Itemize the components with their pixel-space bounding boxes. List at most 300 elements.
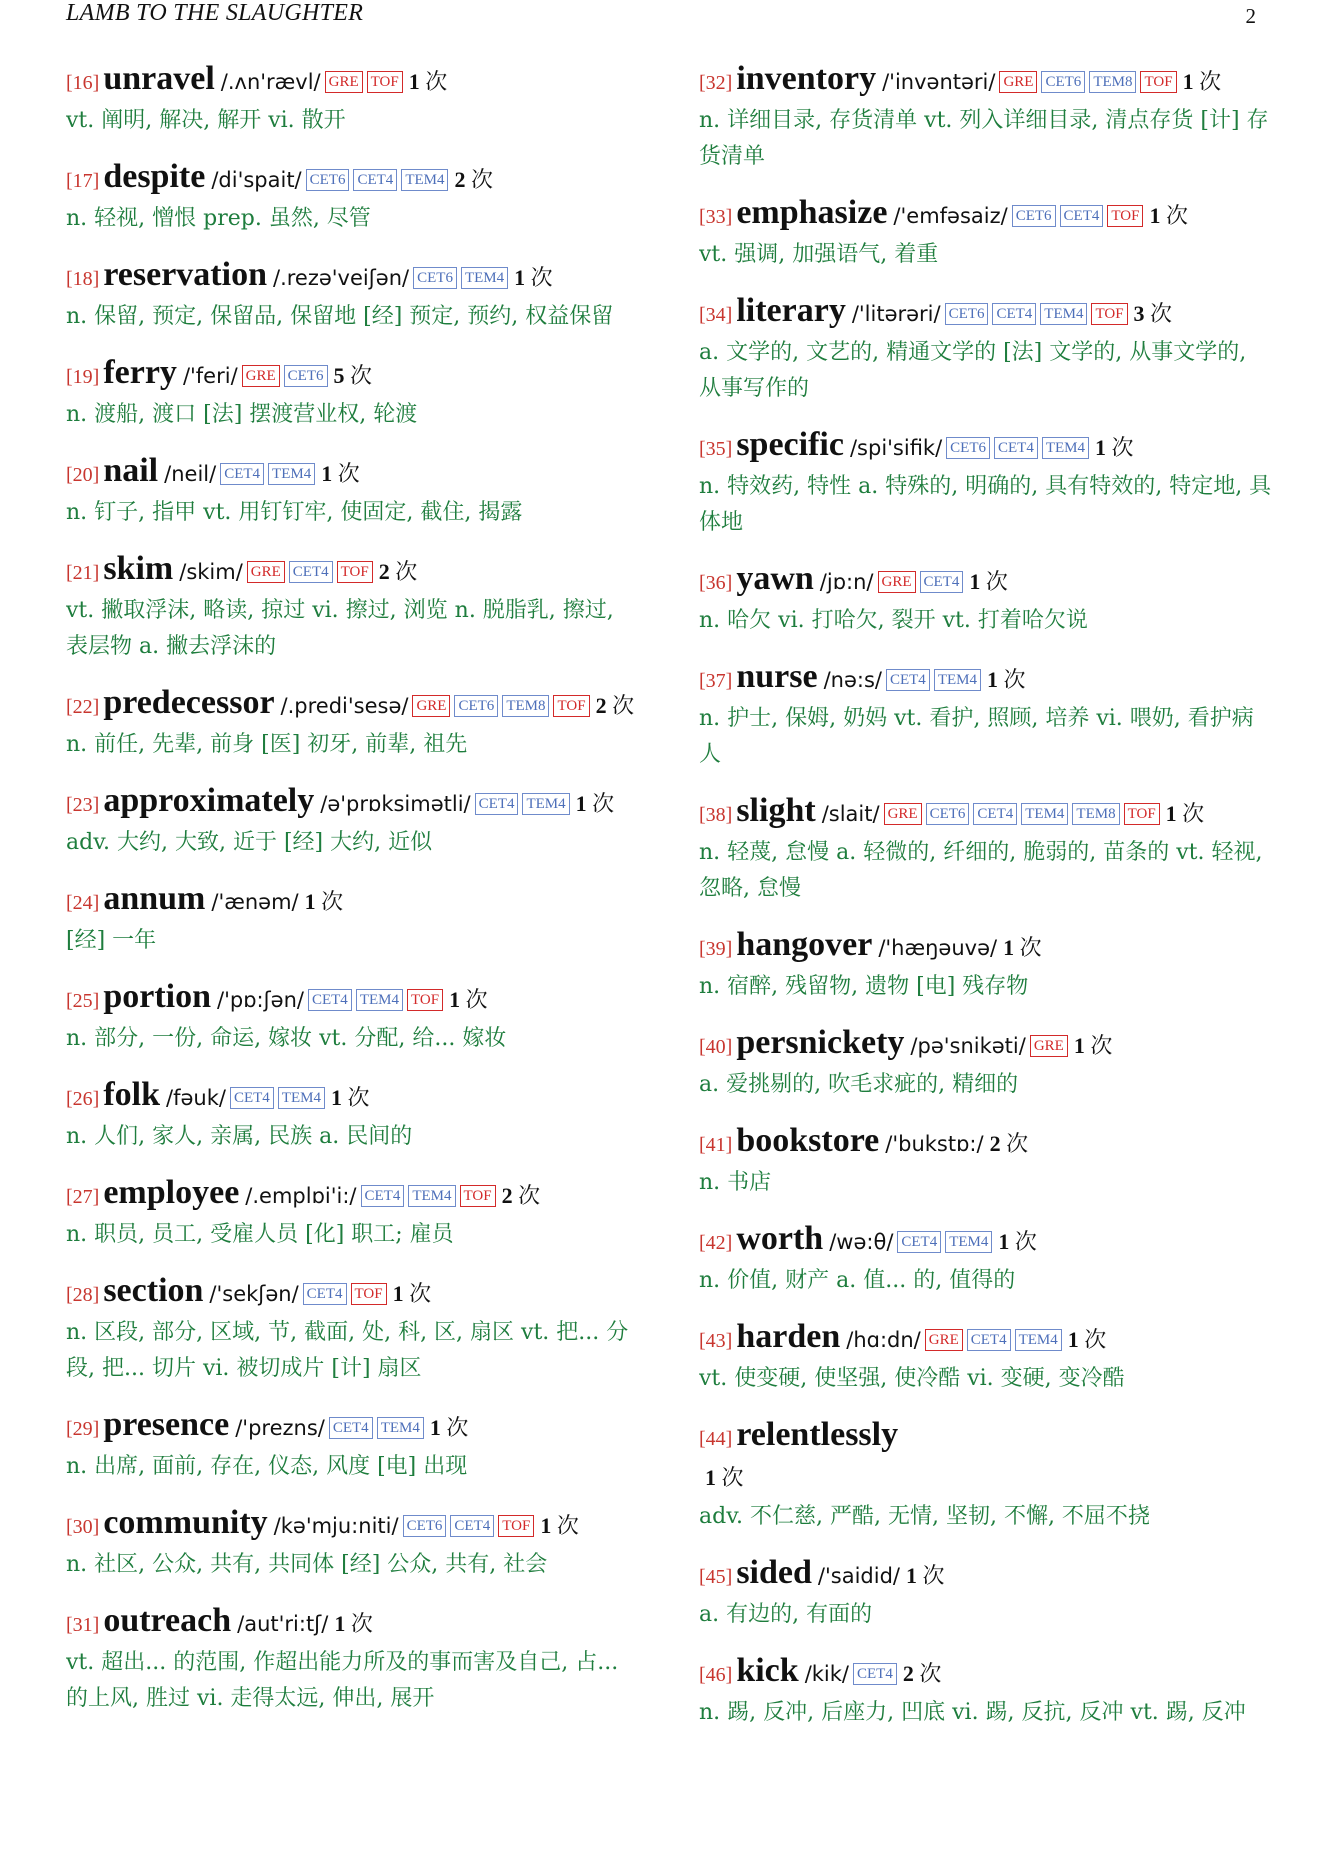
pronunciation: /kə'mju:niti/ bbox=[273, 1514, 399, 1538]
page-header bbox=[66, 0, 1256, 30]
vocab-entry bbox=[66, 550, 640, 665]
exam-tag-tem4: TEM4 bbox=[1042, 437, 1089, 459]
pronunciation: /fəuk/ bbox=[166, 1086, 226, 1110]
exam-tag-tof: TOF bbox=[351, 1283, 387, 1305]
vocab-entry bbox=[66, 256, 640, 335]
vocab-entry bbox=[699, 292, 1273, 407]
headword: community bbox=[103, 1504, 268, 1541]
pronunciation: /pə'snikəti/ bbox=[910, 1034, 1026, 1058]
headword: section bbox=[103, 1272, 204, 1309]
vocab-entry bbox=[66, 60, 640, 139]
entry-index: [29] bbox=[66, 1418, 100, 1440]
headword: sided bbox=[736, 1554, 812, 1591]
exam-tag-cet4: CET4 bbox=[303, 1283, 347, 1305]
entry-index: [21] bbox=[66, 562, 100, 584]
exam-tag-tem4: TEM4 bbox=[1040, 303, 1087, 325]
definition: n. 踢, 反冲, 后座力, 凹底 vi. 踢, 反抗, 反冲 vt. 踢, 反冲 bbox=[699, 1700, 1246, 1725]
frequency-count: 1 bbox=[540, 1513, 552, 1538]
vocab-entry bbox=[699, 1220, 1273, 1299]
exam-tag-tof: TOF bbox=[1091, 303, 1127, 325]
frequency bbox=[1095, 435, 1134, 460]
pronunciation: /'hæŋəuvə/ bbox=[878, 936, 998, 960]
headword-line bbox=[699, 426, 1273, 469]
frequency bbox=[1166, 801, 1205, 826]
exam-tag-tem4: TEM4 bbox=[461, 267, 508, 289]
headword: portion bbox=[103, 978, 212, 1015]
headword: unravel bbox=[103, 60, 215, 97]
exam-tag-cet6: CET6 bbox=[413, 267, 457, 289]
exam-tag-cet4: CET4 bbox=[329, 1417, 373, 1439]
entry-index: [27] bbox=[66, 1186, 100, 1208]
frequency bbox=[906, 1563, 945, 1588]
pronunciation: /'bukstɒ:/ bbox=[885, 1132, 984, 1156]
definition: n. 前任, 先辈, 前身 [医] 初牙, 前辈, 祖先 bbox=[66, 732, 468, 757]
frequency-count: 1 bbox=[321, 461, 333, 486]
vocab-entry bbox=[66, 978, 640, 1057]
headword: specific bbox=[736, 426, 844, 463]
vocab-entry bbox=[699, 426, 1273, 541]
frequency-count: 1 bbox=[449, 987, 461, 1012]
frequency-count: 2 bbox=[378, 559, 390, 584]
headword: emphasize bbox=[736, 194, 888, 231]
frequency bbox=[1003, 935, 1042, 960]
headword-line bbox=[66, 452, 640, 495]
pronunciation: /'pɒ:ʃən/ bbox=[217, 988, 304, 1012]
vocab-entry bbox=[66, 1174, 640, 1253]
headword: kick bbox=[736, 1652, 799, 1689]
frequency-suffix: 次 bbox=[985, 569, 1008, 594]
entry-index: [39] bbox=[699, 938, 733, 960]
exam-tag-tof: TOF bbox=[337, 561, 373, 583]
headword: reservation bbox=[103, 256, 267, 293]
exam-tag-tof: TOF bbox=[407, 989, 443, 1011]
definition: adv. 大约, 大致, 近于 [经] 大约, 近似 bbox=[66, 830, 433, 855]
exam-tag-gre: GRE bbox=[247, 561, 285, 583]
exam-tag-gre: GRE bbox=[925, 1329, 963, 1351]
frequency bbox=[705, 1465, 744, 1490]
exam-tag-cet6: CET6 bbox=[945, 303, 989, 325]
headword-line bbox=[66, 354, 640, 397]
pronunciation: /nə:s/ bbox=[823, 668, 882, 692]
pronunciation: /wə:θ/ bbox=[829, 1230, 894, 1254]
frequency-suffix: 次 bbox=[425, 69, 448, 94]
definition: n. 书店 bbox=[699, 1170, 772, 1195]
entry-index: [32] bbox=[699, 72, 733, 94]
frequency bbox=[596, 693, 635, 718]
exam-tag-tem4: TEM4 bbox=[408, 1185, 455, 1207]
headword-line bbox=[699, 1220, 1273, 1263]
pronunciation: /aut'ri:tʃ/ bbox=[237, 1612, 329, 1636]
vocab-entry bbox=[699, 1318, 1273, 1397]
exam-tag-gre: GRE bbox=[1030, 1035, 1068, 1057]
definition: n. 职员, 员工, 受雇人员 [化] 职工; 雇员 bbox=[66, 1222, 454, 1247]
pronunciation: /kik/ bbox=[804, 1662, 849, 1686]
vocab-entry bbox=[699, 1416, 1273, 1535]
frequency bbox=[998, 1229, 1037, 1254]
exam-tag-cet6: CET6 bbox=[1012, 205, 1056, 227]
frequency-suffix: 次 bbox=[1199, 69, 1222, 94]
entry-index: [23] bbox=[66, 794, 100, 816]
pronunciation: /spi'sifik/ bbox=[849, 436, 943, 460]
definition: a. 有边的, 有面的 bbox=[699, 1602, 873, 1627]
frequency-suffix: 次 bbox=[395, 559, 418, 584]
definition: vt. 阐明, 解决, 解开 vi. 散开 bbox=[66, 108, 346, 133]
exam-tag-cet4: CET4 bbox=[361, 1185, 405, 1207]
vocab-entry bbox=[699, 926, 1273, 1005]
exam-tag-tem8: TEM8 bbox=[1072, 803, 1119, 825]
headword: inventory bbox=[736, 60, 877, 97]
frequency-count: 1 bbox=[986, 667, 998, 692]
frequency bbox=[903, 1661, 942, 1686]
frequency-suffix: 次 bbox=[1111, 435, 1134, 460]
headword: hangover bbox=[736, 926, 873, 963]
headword: outreach bbox=[103, 1602, 232, 1639]
headword-line bbox=[699, 792, 1273, 835]
vocab-entry bbox=[66, 1602, 640, 1717]
definition: n. 保留, 预定, 保留品, 保留地 [经] 预定, 预约, 权益保留 bbox=[66, 304, 614, 329]
frequency-count: 1 bbox=[1003, 935, 1015, 960]
pronunciation: /'feri/ bbox=[182, 364, 238, 388]
exam-tag-cet4: CET4 bbox=[308, 989, 352, 1011]
frequency-suffix: 次 bbox=[721, 1465, 744, 1490]
entry-index: [37] bbox=[699, 670, 733, 692]
frequency-count: 1 bbox=[705, 1465, 716, 1490]
exam-tag-cet4: CET4 bbox=[967, 1329, 1011, 1351]
vocab-entry bbox=[66, 1504, 640, 1583]
headword-line bbox=[699, 1024, 1273, 1067]
frequency bbox=[379, 559, 418, 584]
frequency-count: 1 bbox=[408, 69, 420, 94]
frequency-suffix: 次 bbox=[409, 1281, 432, 1306]
exam-tag-tem4: TEM4 bbox=[522, 793, 569, 815]
frequency-suffix: 次 bbox=[465, 987, 488, 1012]
headword: folk bbox=[103, 1076, 161, 1113]
headword-line bbox=[699, 658, 1273, 701]
exam-tag-gre: GRE bbox=[878, 571, 916, 593]
exam-tag-gre: GRE bbox=[884, 803, 922, 825]
frequency-count: 1 bbox=[905, 1563, 917, 1588]
pronunciation: /skim/ bbox=[179, 560, 243, 584]
frequency-count: 2 bbox=[501, 1183, 513, 1208]
exam-tag-cet4: CET4 bbox=[992, 303, 1036, 325]
exam-tag-cet6: CET6 bbox=[284, 365, 328, 387]
frequency bbox=[576, 791, 615, 816]
frequency-count: 1 bbox=[429, 1415, 441, 1440]
headword: harden bbox=[736, 1318, 841, 1355]
exam-tag-tem4: TEM4 bbox=[401, 169, 448, 191]
entry-index: [17] bbox=[66, 170, 100, 192]
definition: n. 钉子, 指甲 vt. 用钉钉牢, 使固定, 截住, 揭露 bbox=[66, 500, 523, 525]
frequency bbox=[334, 1611, 373, 1636]
frequency-suffix: 次 bbox=[592, 791, 615, 816]
headword: presence bbox=[103, 1406, 230, 1443]
exam-tag-tem4: TEM4 bbox=[377, 1417, 424, 1439]
exam-tag-tof: TOF bbox=[1124, 803, 1160, 825]
exam-tag-cet6: CET6 bbox=[926, 803, 970, 825]
vocab-entry bbox=[66, 1406, 640, 1485]
frequency-suffix: 次 bbox=[337, 461, 360, 486]
headword: despite bbox=[103, 158, 206, 195]
frequency-suffix: 次 bbox=[1003, 667, 1026, 692]
headword-line bbox=[699, 1122, 1273, 1165]
frequency-count: 5 bbox=[333, 363, 345, 388]
exam-tag-cet4: CET4 bbox=[897, 1231, 941, 1253]
definition: [经] 一年 bbox=[66, 928, 157, 953]
exam-tag-cet4: CET4 bbox=[994, 437, 1038, 459]
headword-line bbox=[699, 1554, 1273, 1597]
frequency-count: 1 bbox=[969, 569, 981, 594]
frequency-count: 1 bbox=[330, 1085, 342, 1110]
frequency-suffix: 次 bbox=[1182, 801, 1205, 826]
definition: n. 宿醉, 残留物, 遗物 [电] 残存物 bbox=[699, 974, 1029, 999]
headword-line bbox=[66, 1602, 640, 1645]
exam-tag-cet4: CET4 bbox=[450, 1515, 494, 1537]
exam-tag-cet6: CET6 bbox=[306, 169, 350, 191]
headword-line bbox=[66, 256, 640, 299]
definition: adv. 不仁慈, 严酷, 无情, 坚韧, 不懈, 不屈不挠 bbox=[699, 1504, 1150, 1529]
headword-line bbox=[66, 880, 640, 923]
exam-tag-cet6: CET6 bbox=[946, 437, 990, 459]
frequency bbox=[321, 461, 360, 486]
pronunciation: /hɑ:dn/ bbox=[846, 1328, 921, 1352]
frequency bbox=[393, 1281, 432, 1306]
definition: n. 渡船, 渡口 [法] 摆渡营业权, 轮渡 bbox=[66, 402, 418, 427]
entry-index: [36] bbox=[699, 572, 733, 594]
frequency-suffix: 次 bbox=[922, 1563, 945, 1588]
frequency-suffix: 次 bbox=[530, 265, 553, 290]
pronunciation: /di'spait/ bbox=[211, 168, 302, 192]
headword: annum bbox=[103, 880, 206, 917]
entry-index: [31] bbox=[66, 1614, 100, 1636]
pronunciation: /'saidid/ bbox=[817, 1564, 900, 1588]
exam-tag-cet4: CET4 bbox=[475, 793, 519, 815]
frequency bbox=[987, 667, 1026, 692]
exam-tag-tem4: TEM4 bbox=[1021, 803, 1068, 825]
exam-tag-cet4: CET4 bbox=[920, 571, 964, 593]
headword-line bbox=[699, 292, 1273, 335]
frequency-count: 2 bbox=[595, 693, 607, 718]
entry-index: [38] bbox=[699, 804, 733, 826]
frequency-suffix: 次 bbox=[518, 1183, 541, 1208]
exam-tag-cet4: CET4 bbox=[230, 1087, 274, 1109]
frequency-count: 1 bbox=[1182, 69, 1194, 94]
headword-line bbox=[66, 158, 640, 201]
exam-tag-gre: GRE bbox=[242, 365, 280, 387]
frequency bbox=[430, 1415, 469, 1440]
page-title: LAMB TO THE SLAUGHTER bbox=[66, 0, 364, 26]
vocab-entry bbox=[699, 1024, 1273, 1103]
pronunciation: /slait/ bbox=[821, 802, 880, 826]
exam-tag-tof: TOF bbox=[553, 695, 589, 717]
headword: yawn bbox=[736, 560, 814, 597]
exam-tag-tem8: TEM8 bbox=[502, 695, 549, 717]
frequency bbox=[454, 167, 493, 192]
frequency bbox=[990, 1131, 1029, 1156]
entry-index: [16] bbox=[66, 72, 100, 94]
headword-line bbox=[699, 60, 1273, 103]
frequency-count: 2 bbox=[454, 167, 466, 192]
exam-tag-cet4: CET4 bbox=[973, 803, 1017, 825]
frequency bbox=[502, 1183, 541, 1208]
headword-line bbox=[699, 194, 1273, 237]
vocab-entry bbox=[66, 158, 640, 237]
entry-index: [28] bbox=[66, 1284, 100, 1306]
entry-index: [33] bbox=[699, 206, 733, 228]
headword-line bbox=[699, 926, 1273, 969]
frequency bbox=[305, 889, 344, 914]
frequency-count: 1 bbox=[304, 889, 316, 914]
headword-line bbox=[699, 1652, 1273, 1695]
frequency bbox=[540, 1513, 579, 1538]
vocab-entry bbox=[699, 1554, 1273, 1633]
exam-tag-tof: TOF bbox=[498, 1515, 534, 1537]
frequency-count: 2 bbox=[989, 1131, 1001, 1156]
headword-line bbox=[66, 1174, 640, 1217]
vocab-entry bbox=[66, 354, 640, 433]
exam-tag-tof: TOF bbox=[367, 71, 403, 93]
exam-tag-cet4: CET4 bbox=[853, 1663, 897, 1685]
frequency-suffix: 次 bbox=[350, 1611, 373, 1636]
headword-line bbox=[66, 1076, 640, 1119]
entry-index: [41] bbox=[699, 1134, 733, 1156]
exam-tag-tem4: TEM4 bbox=[278, 1087, 325, 1109]
vocab-entry bbox=[66, 782, 640, 861]
frequency-count: 3 bbox=[1133, 301, 1145, 326]
frequency-suffix: 次 bbox=[1150, 301, 1173, 326]
frequency bbox=[331, 1085, 370, 1110]
definition: vt. 超出... 的范围, 作超出能力所及的事而害及自己, 占... 的上风, 胜过 vi. 走得太远, 伸出, 展开 bbox=[66, 1650, 619, 1711]
vocab-entry bbox=[699, 1122, 1273, 1201]
exam-tag-tof: TOF bbox=[1140, 71, 1176, 93]
frequency-suffix: 次 bbox=[612, 693, 635, 718]
exam-tag-gre: GRE bbox=[412, 695, 450, 717]
definition: n. 特效药, 特性 a. 特殊的, 明确的, 具有特效的, 特定地, 具体地 bbox=[699, 474, 1272, 535]
vocab-entry bbox=[699, 60, 1273, 175]
pronunciation: /'prezns/ bbox=[235, 1416, 325, 1440]
headword: slight bbox=[736, 792, 816, 829]
left-column bbox=[66, 60, 640, 1850]
frequency bbox=[1149, 203, 1188, 228]
vocab-entry bbox=[699, 1652, 1273, 1731]
exam-tag-cet4: CET4 bbox=[886, 669, 930, 691]
headword: nail bbox=[103, 452, 159, 489]
frequency-count: 1 bbox=[998, 1229, 1010, 1254]
frequency-suffix: 次 bbox=[1019, 935, 1042, 960]
exam-tag-tem8: TEM8 bbox=[1089, 71, 1136, 93]
exam-tag-cet6: CET6 bbox=[454, 695, 498, 717]
definition: vt. 撇取浮沫, 略读, 掠过 vi. 擦过, 浏览 n. 脱脂乳, 擦过, 表层物 a. 撇去浮沫的 bbox=[66, 598, 614, 659]
frequency-suffix: 次 bbox=[1084, 1327, 1107, 1352]
pronunciation: /ə'prɒksimətli/ bbox=[320, 792, 471, 816]
frequency-suffix: 次 bbox=[1006, 1131, 1029, 1156]
headword-line bbox=[66, 1406, 640, 1449]
frequency-count: 1 bbox=[1165, 801, 1177, 826]
headword-line bbox=[66, 782, 640, 825]
pronunciation: /.predi'sesə/ bbox=[280, 694, 409, 718]
entry-index: [24] bbox=[66, 892, 100, 914]
frequency bbox=[1183, 69, 1222, 94]
frequency-count: 1 bbox=[334, 1611, 346, 1636]
pronunciation: /.ʌn'rævl/ bbox=[220, 70, 321, 94]
headword: predecessor bbox=[103, 684, 275, 721]
definition: n. 护士, 保姆, 奶妈 vt. 看护, 照顾, 培养 vi. 喂奶, 看护病人 bbox=[699, 706, 1254, 767]
headword-line bbox=[699, 1416, 1273, 1499]
frequency bbox=[449, 987, 488, 1012]
definition: a. 爱挑剔的, 吹毛求疵的, 精细的 bbox=[699, 1072, 1019, 1097]
headword-line bbox=[66, 550, 640, 593]
entry-index: [25] bbox=[66, 990, 100, 1012]
headword: relentlessly bbox=[736, 1416, 899, 1453]
definition: n. 哈欠 vi. 打哈欠, 裂开 vt. 打着哈欠说 bbox=[699, 608, 1088, 633]
frequency-count: 1 bbox=[1073, 1033, 1085, 1058]
frequency bbox=[514, 265, 553, 290]
frequency-count: 1 bbox=[1149, 203, 1161, 228]
exam-tag-tof: TOF bbox=[1107, 205, 1143, 227]
right-column bbox=[699, 60, 1273, 1850]
entry-index: [42] bbox=[699, 1232, 733, 1254]
entry-index: [44] bbox=[699, 1428, 733, 1450]
vocab-entry bbox=[699, 560, 1273, 639]
vocab-entry bbox=[699, 658, 1273, 773]
frequency-count: 1 bbox=[514, 265, 526, 290]
exam-tag-gre: GRE bbox=[325, 71, 363, 93]
definition: n. 出席, 面前, 存在, 仪态, 风度 [电] 出现 bbox=[66, 1454, 468, 1479]
frequency-suffix: 次 bbox=[1014, 1229, 1037, 1254]
page-number: 2 bbox=[1245, 4, 1256, 28]
frequency-count: 1 bbox=[1067, 1327, 1079, 1352]
definition: n. 详细目录, 存货清单 vt. 列入详细目录, 清点存货 [计] 存货清单 bbox=[699, 108, 1269, 169]
vocab-entry bbox=[699, 194, 1273, 273]
entry-index: [43] bbox=[699, 1330, 733, 1352]
frequency-suffix: 次 bbox=[321, 889, 344, 914]
pronunciation: /.rezə'veiʃən/ bbox=[273, 266, 410, 290]
frequency-suffix: 次 bbox=[1090, 1033, 1113, 1058]
entry-index: [30] bbox=[66, 1516, 100, 1538]
definition: n. 社区, 公众, 共有, 共同体 [经] 公众, 共有, 社会 bbox=[66, 1552, 548, 1577]
pronunciation: /'emfəsaiz/ bbox=[893, 204, 1008, 228]
entry-index: [35] bbox=[699, 438, 733, 460]
definition: n. 部分, 一份, 命运, 嫁妆 vt. 分配, 给... 嫁妆 bbox=[66, 1026, 507, 1051]
frequency-suffix: 次 bbox=[446, 1415, 469, 1440]
headword: nurse bbox=[736, 658, 818, 695]
frequency bbox=[969, 569, 1008, 594]
definition: n. 价值, 财产 a. 值... 的, 值得的 bbox=[699, 1268, 1016, 1293]
headword-line bbox=[699, 1318, 1273, 1361]
frequency bbox=[1134, 301, 1173, 326]
headword: literary bbox=[736, 292, 846, 329]
frequency-suffix: 次 bbox=[919, 1661, 942, 1686]
exam-tag-cet4: CET4 bbox=[353, 169, 397, 191]
frequency bbox=[1068, 1327, 1107, 1352]
pronunciation: /.emplɒi'i:/ bbox=[245, 1184, 357, 1208]
pronunciation: /neil/ bbox=[164, 462, 217, 486]
frequency-suffix: 次 bbox=[350, 363, 373, 388]
vocab-entry bbox=[66, 1272, 640, 1387]
frequency bbox=[334, 363, 373, 388]
frequency-suffix: 次 bbox=[347, 1085, 370, 1110]
entry-index: [20] bbox=[66, 464, 100, 486]
definition: vt. 强调, 加强语气, 着重 bbox=[699, 242, 939, 267]
exam-tag-tem4: TEM4 bbox=[945, 1231, 992, 1253]
vocab-entry bbox=[66, 452, 640, 531]
frequency-count: 1 bbox=[575, 791, 587, 816]
entry-index: [45] bbox=[699, 1566, 733, 1588]
entry-index: [19] bbox=[66, 366, 100, 388]
vocab-entry bbox=[66, 880, 640, 959]
pronunciation: /'sekʃən/ bbox=[209, 1282, 299, 1306]
frequency bbox=[409, 69, 448, 94]
definition: a. 文学的, 文艺的, 精通文学的 [法] 文学的, 从事文学的, 从事写作的 bbox=[699, 340, 1247, 401]
